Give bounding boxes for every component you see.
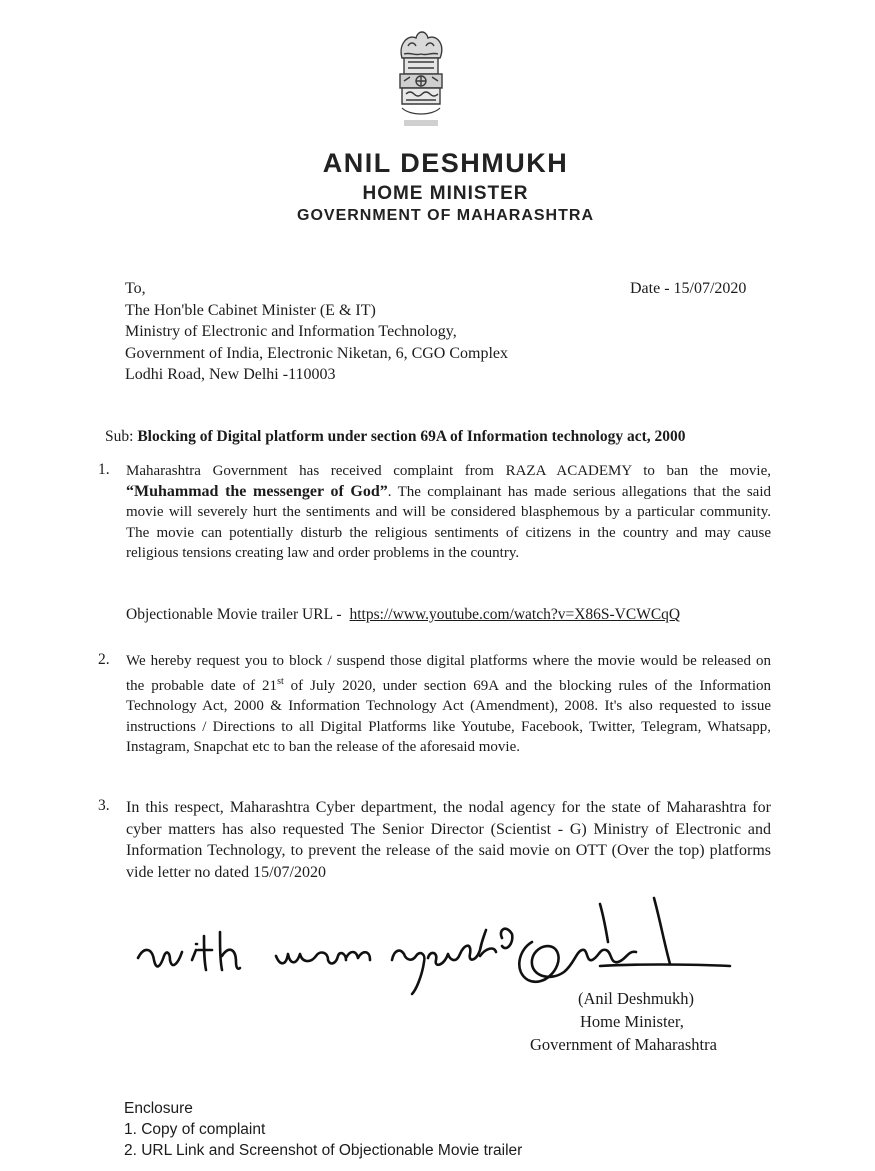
address-line: Government of India, Electronic Niketan, 6, CGO Complex: [125, 344, 509, 362]
signatory-government: Government of Maharashtra: [530, 1035, 717, 1054]
point-1-text-end: . The complainant has made serious allegations that the said movie will severely hurt the sentiments and will be considered blasphemous by a particular community. The movie can potentially disturb the religious sentiments of citizens in the country and may cause religious tensions creating law and order problems in the country.: [126, 483, 771, 561]
point-3-paragraph: In this respect, Maharashtra Cyber department, the nodal agency for the state of Maharashtra for cyber matters has also requested The Senior Director (Scientist - G) Ministry of Electronic and Information Technology, to prevent the release of the said movie on OTT (Over the top) platforms vide letter no dated 15/07/2020: [126, 799, 771, 881]
movie-title: “Muhammad the messenger of God”: [126, 482, 388, 500]
government-heading: GOVERNMENT OF MAHARASHTRA: [297, 207, 594, 224]
address-line: The Hon'ble Cabinet Minister (E & IT): [125, 301, 376, 319]
subject-text: Blocking of Digital platform under section 69A of Information technology act, 2000: [137, 428, 686, 445]
point-number: 1.: [98, 461, 110, 478]
enclosure-list: [124, 1098, 522, 1161]
enclosure-title: Enclosure: [124, 1100, 193, 1117]
point-number: 3.: [98, 797, 110, 814]
address-line: Lodhi Road, New Delhi -110003: [125, 366, 336, 383]
point-2-text-end: of July 2020, under section 69A and the blocking rules of the Information Technology Act, 2000 & Information Technology Act (Amendment), 2008. It's also requested to issue instructions / Directions to all Digital Platforms like Youtube, Facebook, Twitter, Telegram, Whatsapp, Instagram, Snapchat etc to ban the release of the aforesaid movie.: [126, 677, 772, 755]
enclosure-item: 1. Copy of complaint: [124, 1121, 266, 1138]
trailer-url-line: [126, 606, 680, 624]
subject-line: [105, 428, 686, 446]
recipient-address: [125, 278, 508, 386]
signatory-post: Home Minister,: [580, 1012, 684, 1031]
letter-date: Date - 15/07/2020: [630, 280, 747, 297]
address-line: Ministry of Electronic and Information Technology,: [125, 323, 457, 340]
trailer-url-link[interactable]: https://www.youtube.com/watch?v=X86S-VCWCqQ: [349, 606, 681, 623]
point-1-text-start: Maharashtra Government has received complaint from RAZA ACADEMY to ban the movie,: [126, 463, 771, 479]
point-2-paragraph: [126, 651, 771, 758]
point-2-text-start: We hereby request you to block / suspend those digital platforms where the movie would be released on the probable date of 21: [126, 653, 771, 694]
signatory-name: (Anil Deshmukh): [578, 989, 694, 1008]
minister-name-heading: ANIL DESHMUKH: [322, 148, 569, 178]
date-ordinal-suffix: st: [277, 675, 284, 687]
point-1-paragraph: [126, 461, 771, 564]
signature-block: [530, 987, 717, 1056]
national-emblem-icon: [380, 24, 462, 142]
subject-prefix: Sub:: [105, 428, 134, 445]
enclosure-item: 2. URL Link and Screenshot of Objectionable Movie trailer: [124, 1142, 523, 1159]
address-line: To,: [125, 280, 146, 297]
point-number: 2.: [98, 651, 110, 668]
trailer-url-label: Objectionable Movie trailer URL -: [126, 606, 342, 623]
minister-post-heading: HOME MINISTER: [362, 183, 529, 204]
